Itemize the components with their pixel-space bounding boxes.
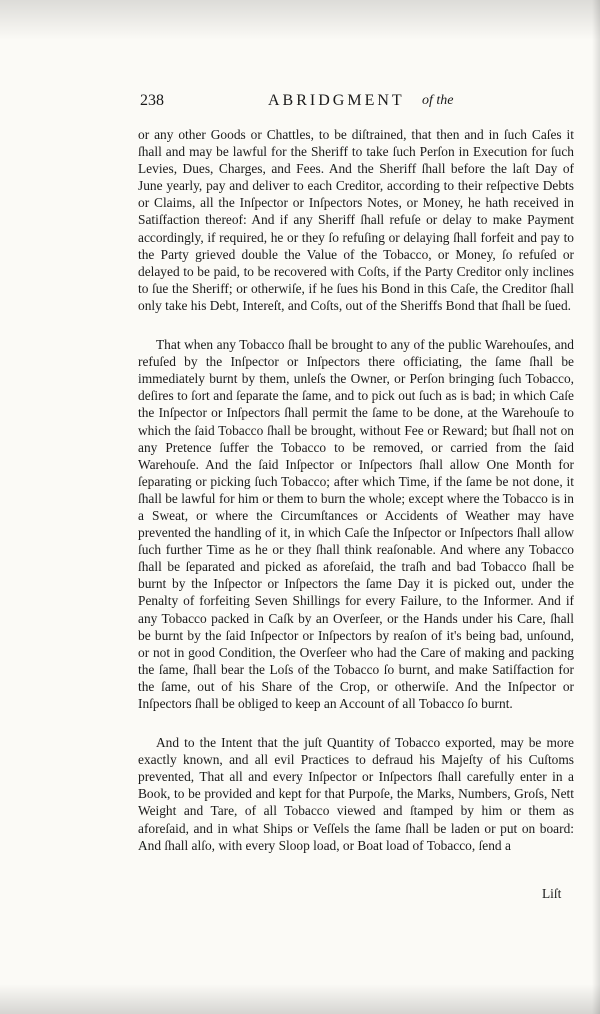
- paragraph-spacer: [138, 712, 574, 734]
- paragraph-spacer: [138, 314, 574, 336]
- body-text: [138, 126, 574, 854]
- running-title: ABRIDGMENT: [268, 92, 405, 109]
- catchword: Liſt: [542, 886, 562, 901]
- running-title-suffix: of the: [422, 93, 454, 108]
- paragraph-3: And to the Intent that the juſt Quantity of Tobacco exported, may be more exactly known, and all evil Practices to defraud his Majeſty of his Cuſtoms prevented, That all and every Inſpector or Inſpectors ſhall carefully enter in a Book, to be provided and kept for that Purpoſe, the Marks, Numbers, Groſs, Nett Weight and Tare, of all Tobacco viewed and ſtamped by him or them as aforeſaid, and in what Ships or Veſſels the ſame ſhall be laden or put on board: And ſhall alſo, with every Sloop load, or Boat load of Tobacco, ſend a: [138, 735, 574, 853]
- paragraph-1: or any other Goods or Chattles, to be diſtrained, that then and in ſuch Caſes it ſhall and may be lawful for the Sheriff to take ſuch Perſon in Execution for ſuch Levies, Dues, Charges, and Fees. And the Sheriff ſhall before the laſt Day of June yearly, pay and deliver to each Creditor, according to their reſpective Debts or Claims, all the Inſpector or Inſpectors Notes, or Money, he hath received in Satiſfaction thereof: And if any Sheriff ſhall refuſe or delay to make Payment accordingly, if required, he or they ſo refuſing or delaying ſhall forfeit and pay to the Party grieved double the Value of the Tobacco, or Money, ſo refuſed or delayed to be paid, to be recovered with Coſts, if the Party Creditor only inclines to ſue the Sheriff; or otherwiſe, if he ſues his Bond in this Caſe, the Creditor ſhall only take his Debt, Intereſt, and Coſts, out of the Sheriffs Bond that ſhall be ſued.: [138, 127, 574, 313]
- page-bottom-shadow: [0, 984, 600, 1014]
- paragraph-2: That when any Tobacco ſhall be brought to any of the public Warehouſes, and refuſed by the Inſpector or Inſpectors there officiating, the ſame ſhall be immediately burnt by them, unleſs the Owner, or Perſon bringing ſuch Tobacco, deſires to ſort and ſeparate the ſame, and to pick out ſuch as is bad; in which Caſe the Inſpector or Inſpectors ſhall permit the ſame to be done, at the Warehouſe to which the ſaid Tobacco ſhall be brought, without Fee or Reward; but ſhall not on any Pretence ſuffer the Tobacco to be removed, or carried from the ſaid Warehouſe. And the ſaid Inſpector or Inſpectors ſhall allow One Month for ſeparating or picking ſuch Tobacco; after which Time, if the ſame be not done, it ſhall be lawful for him or them to burn the whole; except where the Tobacco is in a Sweat, or where the Circumſtances or Accidents of Weather may have prevented the handling of it, in which Caſe the Inſpector or Inſpectors ſhall allow ſuch further Time as he or they ſhall think reaſonable. And where any Tobacco ſhall be ſeparated and picked as aforeſaid, the traſh and bad Tobacco ſhall be burnt by the Inſpector or Inſpectors the ſame Day it is picked out, under the Penalty of forfeiting Seven Shillings for every Failure, to the Informer. And if any Tobacco packed in Caſk by an Overſeer, or the Hands under his Care, ſhall be burnt by the ſaid Inſpector or Inſpectors by reaſon of it's being bad, unſound, or not in good Condition, the Overſeer who had the Care of making and packing the ſame, ſhall bear the Loſs of the Tobacco ſo burnt, and make Satiſfaction for the ſame, out of his Share of the Crop, or otherwiſe. And the Inſpector or Inſpectors ſhall be obliged to keep an Account of all Tobacco ſo burnt.: [138, 337, 574, 711]
- page-right-edge: [592, 0, 600, 1014]
- page-number: 238: [140, 92, 164, 109]
- page-top-shadow: [0, 0, 600, 40]
- page-header: [140, 92, 580, 116]
